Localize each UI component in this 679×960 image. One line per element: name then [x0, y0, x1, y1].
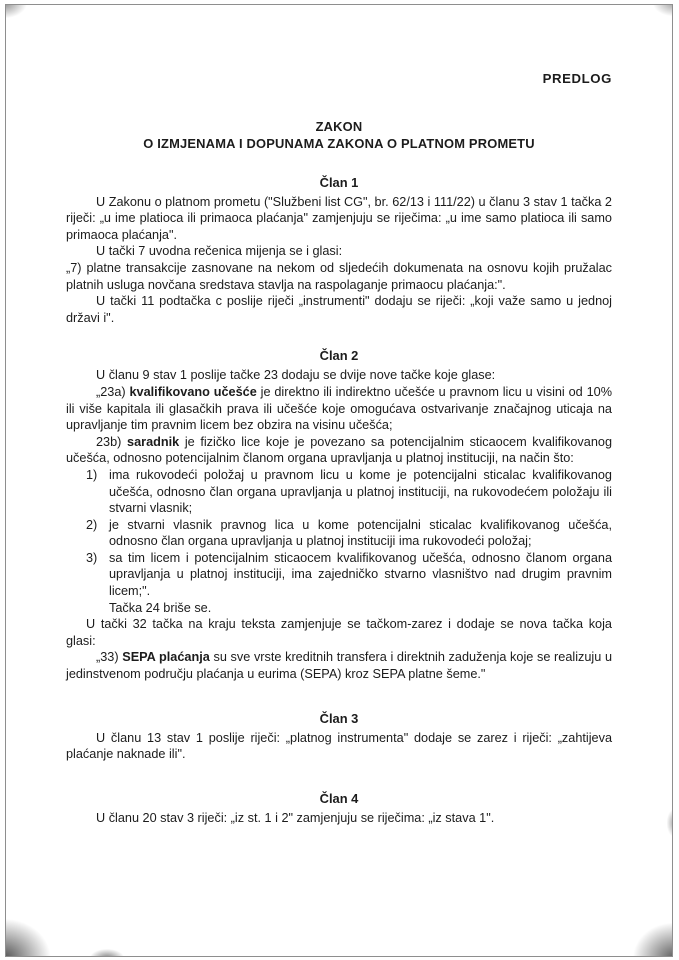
list-item-3-text: sa tim licem i potencijalnim sticaocem kvalifikovanog učešća, odnosno članom organa upravljanja u platnoj instituciji, ima zajedničko stvarno vlasništvo nad drugim pravnim licem;". — [109, 550, 612, 599]
article-1-paragraph-4: U tački 11 podtačka c poslije riječi „instrumenti" dodaju se riječi: „koji važe samo u jednoj državi i". — [66, 294, 612, 325]
article-2-numbered-list — [66, 467, 612, 600]
paragraph-23b-prefix: 23b) — [96, 434, 128, 449]
list-item-3 — [66, 550, 612, 600]
title-line-2: O IZMJENAMA I DOPUNAMA ZAKONA O PLATNOM PROMETU — [143, 136, 535, 152]
paragraph-23a-text: je direktno ili indirektno učešće u pravnom licu u visini od 10% ili više kapitala ili glasačkih prava ili učešće koje omogućava ostvarivanje značajnog uticaja na upravljanje tim pravnim licem bez obzira na visinu učešća; — [66, 384, 612, 433]
article-1-paragraph-3: „7) platne transakcije zasnovane na nekom od sljedećih dokumenata na osnovu kojih pružalac platnih usluga novčana sredstava stavlja na raspolaganje primaocu plaćanja:". — [66, 260, 612, 292]
article-2-paragraph-tacka-24: Tačka 24 briše se. — [109, 600, 212, 615]
scan-artifact-bottom-right — [630, 920, 673, 957]
scan-artifact-bottom-smudge — [90, 949, 124, 957]
article-4-paragraph-1: U članu 20 stav 3 riječi: „iz st. 1 i 2" zamjenjuju se riječima: „iz stava 1". — [96, 810, 495, 825]
article-2-paragraph-23b — [66, 434, 612, 467]
document-content — [6, 5, 672, 826]
defined-term-sepa-placanja: SEPA plaćanja — [122, 650, 210, 665]
list-item-2-text: je stvarni vlasnik pravnog lica u kome potencijalni sticalac kvalifikovanog učešća, odnosno član organa upravljanja u platnoj instituciji ima rukovodeći položaj; — [109, 517, 612, 549]
list-item-2-number: 2) — [86, 517, 98, 532]
list-item-1-number: 1) — [86, 467, 98, 482]
scan-artifact-bottom-left — [5, 916, 54, 957]
list-item-2 — [66, 517, 612, 550]
document-page — [5, 4, 673, 957]
document-title — [66, 118, 612, 153]
paragraph-23a-prefix: „23a) — [96, 384, 130, 399]
article-3-paragraph-1: U članu 13 stav 1 poslije riječi: „platnog instrumenta" dodaje se zarez i riječi: „zahtijeva plaćanje naknade ili". — [66, 730, 612, 762]
paragraph-33-text: su sve vrste kreditnih transfera i direktnih zaduženja koje se realizuju u jedinstvenom području plaćanja u eurima (SEPA) kroz SEPA platne šeme." — [66, 650, 613, 682]
article-3-heading: Član 3 — [319, 710, 359, 726]
article-4-heading: Član 4 — [319, 790, 359, 806]
defined-term-saradnik: saradnik — [127, 434, 180, 449]
article-2-paragraph-1: U članu 9 stav 1 poslije tačke 23 dodaju se dvije nove tačke koje glase: — [96, 368, 496, 383]
defined-term-kvalifikovano-ucesce: kvalifikovano učešće — [129, 384, 257, 399]
document-tag: PREDLOG — [542, 71, 612, 86]
article-2-paragraph-33 — [66, 649, 612, 682]
article-1-heading: Član 1 — [319, 174, 359, 190]
paragraph-23b-text: je fizičko lice koje je povezano sa potencijalnim sticaocem kvalifikovanog učešća, odnosno potencijalnim članom organa upravljanja u platnoj instituciji, na način što: — [66, 434, 612, 466]
article-2-heading: Član 2 — [319, 348, 359, 364]
list-item-1 — [66, 467, 612, 517]
article-1-paragraph-1: U Zakonu o platnom prometu ("Službeni list CG", br. 62/13 i 111/22) u članu 3 stav 1 tačka 2 riječi: „u ime platioca ili primaoca plaćanja" zamjenjuju se riječima: „u ime samo platioca ili samo primaoca plaćanja". — [66, 194, 612, 242]
paragraph-33-prefix: „33) — [96, 650, 123, 665]
title-line-1: ZAKON — [315, 118, 363, 134]
article-2-paragraph-tacka-32: U tački 32 tačka na kraju teksta zamjenjuje se tačkom-zarez i dodaje se nova tačka koja glasi: — [66, 617, 612, 648]
article-2-paragraph-23a — [66, 384, 612, 434]
article-1-paragraph-2: U tački 7 uvodna rečenica mijenja se i glasi: — [96, 244, 343, 259]
list-item-3-number: 3) — [86, 550, 98, 565]
list-item-1-text: ima rukovodeći položaj u pravnom licu u kome je potencijalni sticalac kvalifikovanog učešća, odnosno član organa upravljanja u platnoj instituciji, na rukovodećem položaju ili stvarni vlasnik; — [109, 467, 612, 516]
